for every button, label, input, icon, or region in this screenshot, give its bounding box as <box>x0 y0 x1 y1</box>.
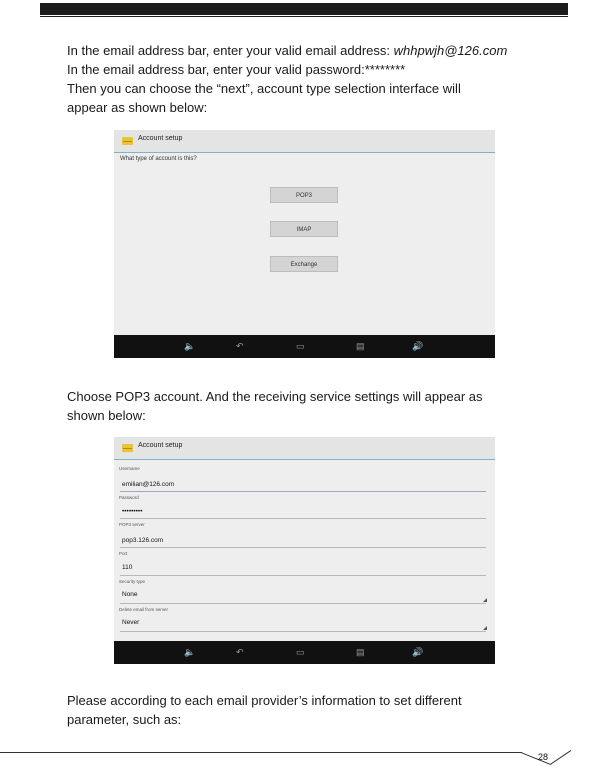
pop3-server-underline <box>120 547 486 548</box>
intro-line-4: appear as shown below: <box>67 100 208 115</box>
footer-tab-right <box>550 750 571 765</box>
account-type-screenshot <box>114 130 495 358</box>
port-field[interactable]: 110 <box>122 564 133 571</box>
security-type-select[interactable]: None <box>122 591 138 598</box>
action-bar <box>114 437 495 460</box>
header-rule <box>40 16 568 17</box>
intro-line-1: In the email address bar, enter your valid email address: whhpwjh@126.com <box>67 43 508 58</box>
port-underline <box>120 575 486 576</box>
username-underline <box>120 491 486 492</box>
password-underline <box>120 518 486 519</box>
recent-apps-icon[interactable]: ▤ <box>356 647 365 657</box>
username-field[interactable]: emilian@126.com <box>122 481 175 488</box>
security-type-label: Security type <box>119 579 146 584</box>
delete-email-underline <box>120 631 486 632</box>
pop3-settings-screenshot <box>114 437 495 664</box>
recent-apps-icon[interactable]: ▤ <box>356 341 365 351</box>
account-type-question: What type of account is this? <box>120 156 197 162</box>
home-icon[interactable]: ▭ <box>296 647 305 657</box>
security-type-underline <box>120 603 486 604</box>
volume-up-icon[interactable]: 🔊 <box>412 341 424 351</box>
pop3-button[interactable]: POP3 <box>270 187 338 203</box>
outro-line-2: parameter, such as: <box>67 712 182 727</box>
username-label: Username <box>119 466 140 471</box>
middle-line-2: shown below: <box>67 408 146 423</box>
delete-email-select[interactable]: Never <box>122 619 140 626</box>
page-number: 28 <box>538 752 549 762</box>
volume-up-icon[interactable]: 🔊 <box>412 647 424 657</box>
home-icon[interactable]: ▭ <box>296 341 305 351</box>
email-app-icon <box>122 137 133 145</box>
exchange-button[interactable]: Exchange <box>270 256 338 272</box>
back-icon[interactable]: ↶ <box>236 647 244 657</box>
middle-line-1: Choose POP3 account. And the receiving service settings will appear as <box>67 389 483 404</box>
volume-down-icon[interactable]: 🔈 <box>184 647 196 657</box>
dropdown-corner-icon <box>483 598 487 602</box>
password-label: Password <box>119 495 139 500</box>
action-bar-title: Account setup <box>138 442 183 449</box>
outro-line-1: Please according to each email provider’s information to set different <box>67 693 462 708</box>
intro-line-2: In the email address bar, enter your valid password:******** <box>67 62 406 77</box>
android-nav-bar <box>114 641 495 664</box>
android-nav-bar <box>114 335 495 358</box>
dropdown-corner-icon <box>483 626 487 630</box>
pop3-server-label: POP3 server <box>119 522 145 527</box>
port-label: Port <box>119 551 128 556</box>
pop3-server-field[interactable]: pop3.126.com <box>122 537 164 544</box>
action-bar <box>114 130 495 153</box>
back-icon[interactable]: ↶ <box>236 341 244 351</box>
example-email: whhpwjh@126.com <box>393 43 508 58</box>
imap-button[interactable]: IMAP <box>270 221 338 237</box>
volume-down-icon[interactable]: 🔈 <box>184 341 196 351</box>
header-bar <box>40 3 568 15</box>
email-app-icon <box>122 444 133 452</box>
action-bar-title: Account setup <box>138 135 183 142</box>
delete-email-label: Delete email from server <box>119 607 169 612</box>
footer-rule <box>0 752 522 753</box>
intro-line-3: Then you can choose the “next”, account type selection interface will <box>67 81 461 96</box>
password-field[interactable]: ••••••••• <box>122 508 143 515</box>
